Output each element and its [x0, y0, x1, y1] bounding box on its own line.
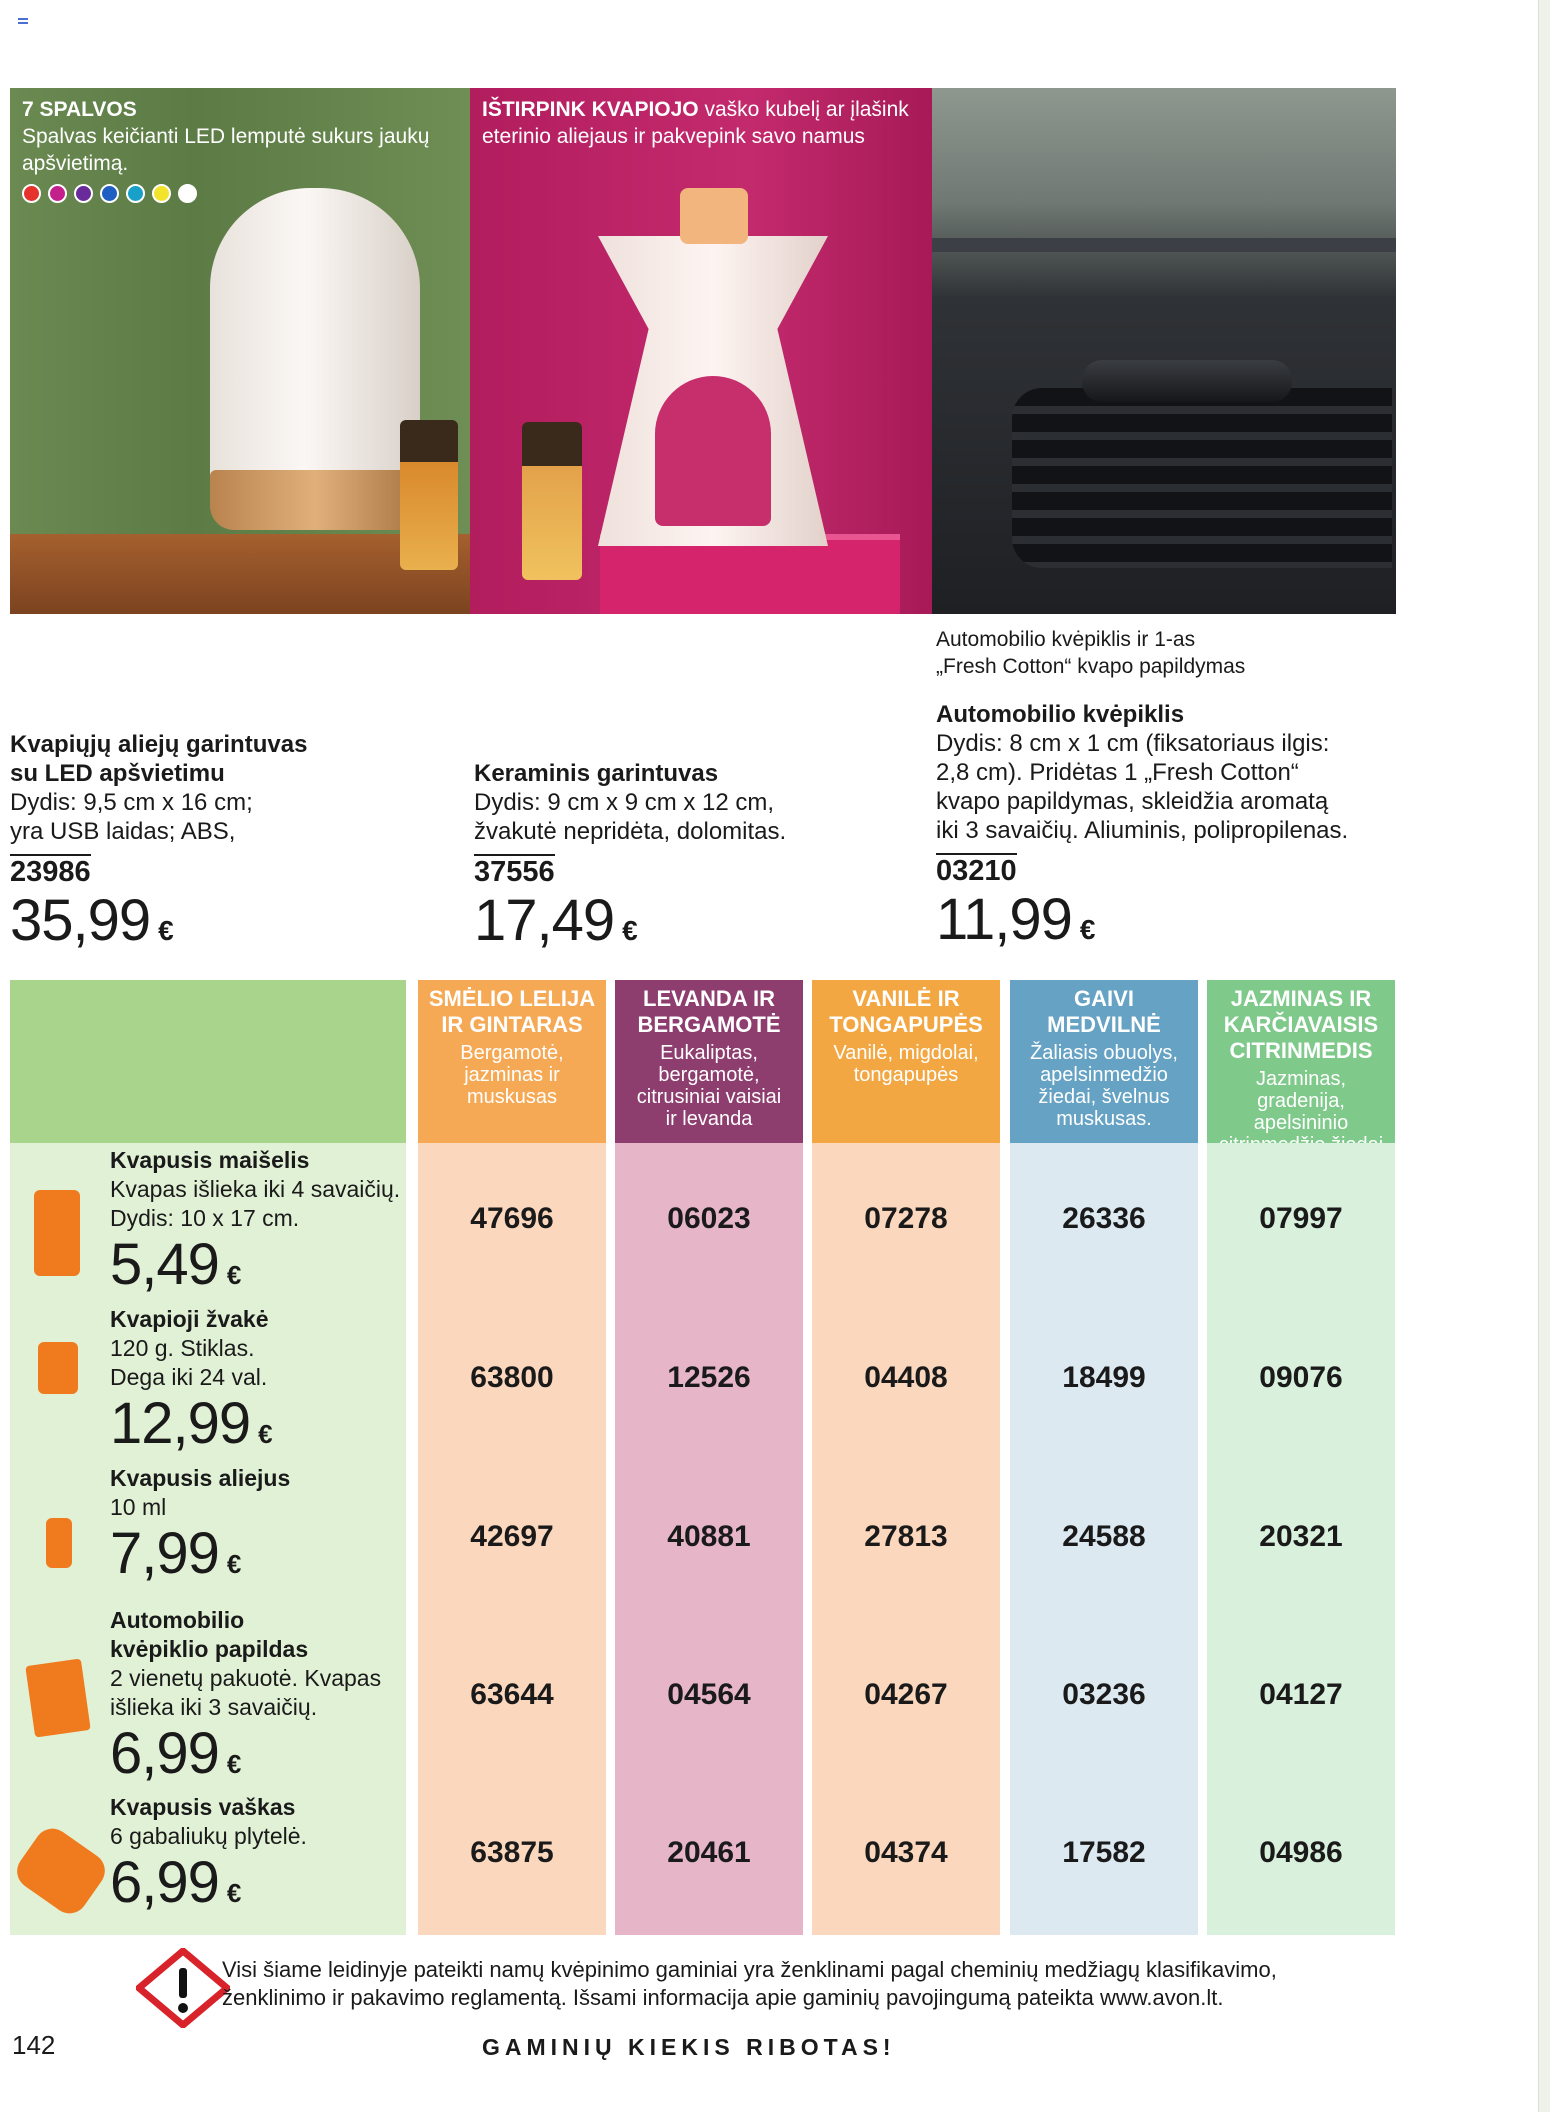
product-code-cell: 04374 [864, 1836, 948, 1869]
color-dot [152, 184, 171, 203]
product-code-cell: 63875 [470, 1836, 554, 1869]
table-row-label [110, 1305, 420, 1466]
product-price: 11,99 € [936, 887, 1095, 952]
row-product-description: 120 g. Stiklas. Dega iki 24 val. [110, 1335, 268, 1390]
product-name: Keraminis garintuvas [474, 760, 719, 787]
page-number: 142 [12, 2030, 56, 2060]
burner-opening [655, 376, 771, 526]
table-row-label [110, 1793, 420, 1925]
scent-notes: Eukaliptas, bergamotė, citrusiniai vaisiai ir levanda [636, 1042, 782, 1130]
car-photo [932, 88, 1396, 614]
diffuser-image [210, 188, 420, 488]
scent-header [812, 980, 1000, 1143]
scent-header [1207, 980, 1395, 1143]
page-edge [1538, 0, 1550, 2112]
product-code: 37556 [474, 856, 555, 888]
car-freshener-note: Automobilio kvėpiklis ir 1-as „Fresh Cotton“ kvapo papildymas [936, 628, 1246, 678]
product-code-cell: 09076 [1259, 1361, 1343, 1394]
color-dot [178, 184, 197, 203]
product-code-cell: 20461 [667, 1836, 751, 1869]
candle-icon [38, 1342, 78, 1394]
product-code-cell: 17582 [1062, 1836, 1146, 1869]
product-code: 03210 [936, 855, 1017, 887]
table-row-label [110, 1606, 420, 1796]
scent-column [1010, 980, 1198, 1935]
table-header-left [10, 980, 406, 1143]
product-code-cell: 04564 [667, 1678, 751, 1711]
hazard-warning-icon [136, 1948, 230, 2028]
color-dot [48, 184, 67, 203]
hazard-notice: Visi šiame leidinyje pateikti namų kvėpinimo gaminiai yra ženklinami pagal cheminių medžiagų klasifikavimo, ženklinimo ir pakavimo reglamentą. Išsami informacija apie gaminių pavojingumą pateikta www.avon.lt. [222, 1957, 1277, 2010]
row-product-price: 5,49 € [110, 1232, 241, 1297]
product-code-cell: 04408 [864, 1361, 948, 1394]
diffuser-caption: 7 SPALVOS Spalvas keičianti LED lemputė sukurs jaukų apšvietimą. [22, 98, 430, 175]
scent-header [1010, 980, 1198, 1143]
product-code-cell: 06023 [667, 1202, 751, 1235]
product-code-cell: 07278 [864, 1202, 948, 1235]
scent-title: LEVANDA IR BERGAMOTĖ [637, 986, 781, 1037]
product-description: Dydis: 9,5 cm x 16 cm; yra USB laidas; ABS, [10, 789, 253, 845]
scent-codes [418, 1143, 606, 1935]
color-dot [100, 184, 119, 203]
row-product-name: Kvapusis aliejus [110, 1465, 291, 1491]
car-freshener-image [1082, 360, 1292, 402]
scent-notes: Jazminas, gradenija, apelsininio [1253, 1068, 1349, 1134]
product-name: Automobilio kvėpiklis [936, 701, 1185, 728]
row-product-name: Automobilio kvėpiklio papildas [110, 1607, 309, 1662]
product-description: Dydis: 9 cm x 9 cm x 12 cm, žvakutė nepridėta, dolomitas. [474, 789, 787, 845]
product-code-cell: 07997 [1259, 1202, 1343, 1235]
oil-bottle-image [400, 420, 458, 570]
scent-title: SMĖLIO LELIJA IR GINTARAS [428, 986, 596, 1037]
scent-column [418, 980, 606, 1935]
product-description: Dydis: 8 cm x 1 cm (fiksatoriaus ilgis: 2,8 cm). Pridėtas 1 „Fresh Cotton“ kvapo papildymas, skleidžia aromatą iki 3 savaičių. Aliuminis, polipropilenas. [936, 730, 1349, 844]
product-code-cell: 27813 [864, 1520, 948, 1553]
scent-notes: Žaliasis obuolys, apelsinmedžio žiedai, švelnus muskusas. [1030, 1042, 1178, 1130]
row-product-price: 6,99 € [110, 1721, 241, 1786]
product-ceramic-burner [474, 759, 914, 962]
corner-mark [18, 18, 28, 24]
row-product-name: Kvapusis vaškas [110, 1794, 296, 1820]
table-row-label [110, 1146, 420, 1307]
scent-codes [1010, 1143, 1198, 1935]
row-product-description: Kvapas išlieka iki 4 savaičių. Dydis: 10 x 17 cm. [110, 1176, 401, 1231]
scent-notes: Vanilė, migdolai, tongapupės [833, 1042, 979, 1086]
row-product-price: 6,99 € [110, 1850, 241, 1915]
diffuser-base-image [210, 470, 420, 530]
product-name: Kvapiųjų aliejų garintuvas su LED apšvietimu [10, 731, 308, 787]
air-vent-image [1012, 388, 1392, 568]
burner-caption: IŠTIRPINK KVAPIOJO vaško kubelį ar įlašink eterinio aliejaus ir pakvepink savo namus [482, 98, 909, 148]
product-price: 35,99 € [10, 888, 173, 953]
product-code-cell: 12526 [667, 1361, 751, 1394]
oil-bottle-icon [46, 1518, 72, 1568]
product-car-freshener [936, 700, 1416, 961]
row-product-name: Kvapusis maišelis [110, 1147, 310, 1173]
product-code-cell: 04127 [1259, 1678, 1343, 1711]
row-product-description: 2 vienetų pakuotė. Kvapas išlieka iki 3 savaičių. [110, 1665, 382, 1720]
wax-cube-image [680, 188, 748, 244]
product-code-cell: 03236 [1062, 1678, 1146, 1711]
product-code-cell: 04986 [1259, 1836, 1343, 1869]
oil-bottle-image [522, 422, 582, 580]
scent-codes [1207, 1143, 1395, 1935]
row-product-description: 10 ml [110, 1494, 167, 1520]
sachet-icon [34, 1190, 80, 1276]
product-code-cell: 47696 [470, 1202, 554, 1235]
product-code-cell: 40881 [667, 1520, 751, 1553]
product-code-cell: 42697 [470, 1520, 554, 1553]
dashboard-line [932, 238, 1396, 252]
burner-photo [470, 88, 932, 614]
table-row-label [110, 1464, 420, 1596]
product-code: 23986 [10, 856, 91, 888]
scent-header [615, 980, 803, 1143]
diffuser-photo [10, 88, 470, 614]
product-code-cell: 24588 [1062, 1520, 1146, 1553]
scent-column [615, 980, 803, 1935]
row-product-name: Kvapioji žvakė [110, 1306, 269, 1332]
product-code-cell: 04267 [864, 1678, 948, 1711]
scent-notes: Bergamotė, jazminas ir muskusas [460, 1042, 564, 1108]
scent-column [812, 980, 1000, 1935]
scent-codes [812, 1143, 1000, 1935]
color-dot [126, 184, 145, 203]
pink-stand [600, 534, 900, 614]
color-dot [22, 184, 41, 203]
scent-codes [615, 1143, 803, 1935]
product-code-cell: 26336 [1062, 1202, 1146, 1235]
product-price: 17,49 € [474, 888, 637, 953]
color-dots [22, 184, 197, 203]
limited-quantity-note: GAMINIŲ KIEKIS RIBOTAS! [482, 2034, 896, 2060]
product-code-cell: 63800 [470, 1361, 554, 1394]
product-code-cell: 20321 [1259, 1520, 1343, 1553]
scent-header [418, 980, 606, 1143]
scent-title: GAIVI MEDVILNĖ [1047, 986, 1161, 1037]
row-product-description: 6 gabaliukų plytelė. [110, 1823, 307, 1849]
product-code-cell: 63644 [470, 1678, 554, 1711]
product-code-cell: 18499 [1062, 1361, 1146, 1394]
scent-title: JAZMINAS IR KARČIAVAISIS CITRINMEDIS [1223, 986, 1379, 1063]
row-product-price: 12,99 € [110, 1391, 272, 1456]
scent-column [1207, 980, 1395, 1935]
scent-title: VANILĖ IR TONGAPUPĖS [829, 986, 983, 1037]
product-diffuser [10, 730, 450, 962]
color-dot [74, 184, 93, 203]
refill-pack-icon [25, 1658, 90, 1737]
row-product-price: 7,99 € [110, 1521, 241, 1586]
